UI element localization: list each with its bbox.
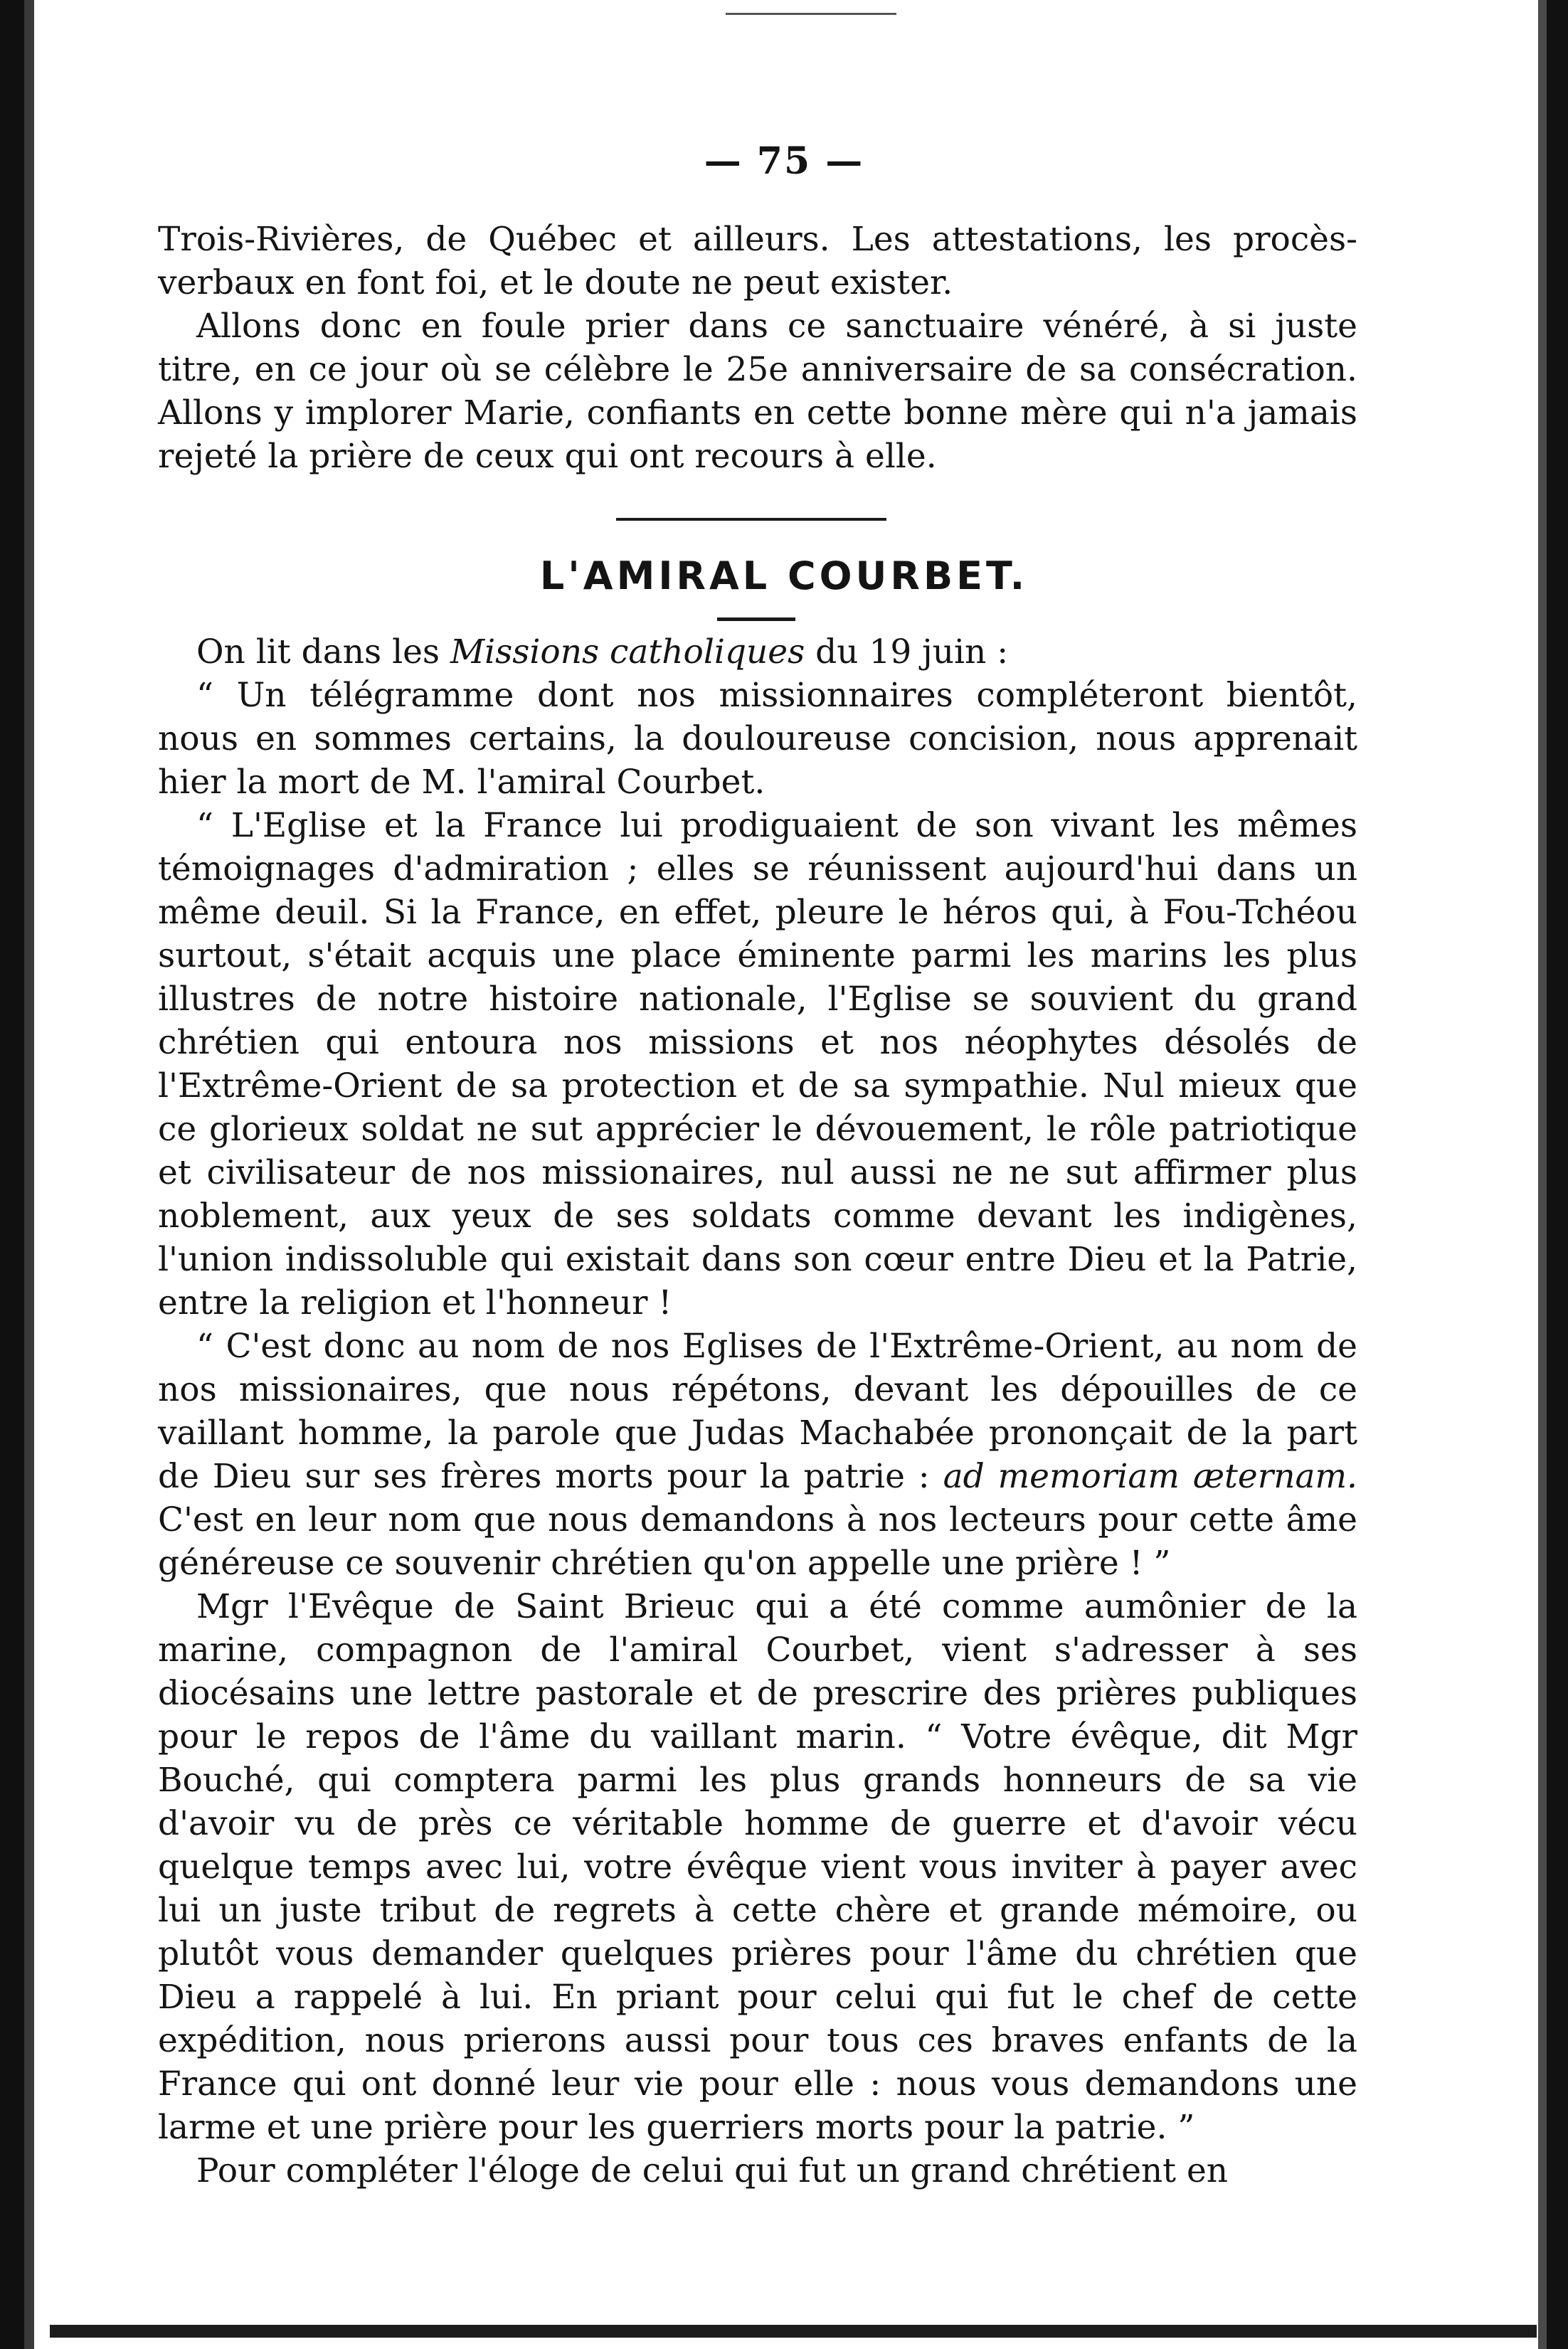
- scan-right-border: [1547, 0, 1568, 2349]
- article-paragraph-3: “ L'Eglise et la France lui prodiguaient de son vivant les mêmes témoignages d'admiration ; elles se réunissent aujourd'hui dans un même deuil. Si la France, en effet, pleure le héros qui, à Fou-Tchéou surtout, s'était acquis une place éminente parmi les marins les plus illustres de notre histoire nationale, l'Eglise se souvient du grand chrétien qui entoura nos missions et nos néophytes désolés de l'Extrême-Orient de sa protection et de sa sympathie. Nul mieux que ce glorieux soldat ne sut apprécier le dévouement, le rôle patriotique et civilisateur de nos missionaires, nul aussi ne ne sut affirmer plus noblement, aux yeux de ses soldats comme devant les indigènes, l'union indissoluble qui existait dans son cœur entre Dieu et la Patrie, entre la religion et l'honneur !: [158, 806, 1357, 1322]
- article-paragraph-5: Mgr l'Evêque de Saint Brieuc qui a été comme aumônier de la marine, compagnon de l'amiral Courbet, vient s'adresser à ses diocésains une lettre pastorale et de prescrire des prières publiques pour le repos de l'âme du vaillant marin. “ Votre évêque, dit Mgr Bouché, qui comptera parmi les plus grands honneurs de sa vie d'avoir vu de près ce véritable homme de guerre et d'avoir vécu quelque temps avec lui, votre évêque vient vous inviter à payer avec lui un juste tribut de regrets à cette chère et grande mémoire, ou plutôt vous demander quelques prières pour l'âme du chrétien que Dieu a rappelé à lui. En priant pour celui qui fut le chef de cette expédition, nous prierons aussi pour tous ces braves enfants de la France qui ont donné leur vie pour elle : nous vous demandons une larme et une prière pour les guerriers morts pour la patrie. ”: [158, 1587, 1357, 2147]
- article-paragraph-4: [158, 1325, 1357, 1585]
- scan-top-mark: [726, 13, 896, 15]
- intro-paragraph-2: Allons donc en foule prier dans ce sanctuaire vénéré, à si juste titre, en ce jour où se célèbre le 25e anniversaire de sa consécration. Allons y implorer Marie, confiants en cette bonne mère qui n'a jamais rejeté la prière de ceux qui ont recours à elle.: [158, 307, 1357, 476]
- scan-bottom-edge: [50, 2325, 1537, 2338]
- page-number: — 75 —: [704, 139, 864, 183]
- latin-phrase: ad memoriam æternam.: [943, 1457, 1357, 1496]
- article-text-block: [158, 630, 1357, 2192]
- section-divider: [616, 518, 886, 521]
- paragraph-1-text-end: du 19 juin :: [805, 632, 1009, 672]
- title-underline: [717, 617, 795, 621]
- scan-left-border-shadow: [24, 0, 34, 2349]
- scan-right-border-shadow: [1538, 0, 1547, 2349]
- publication-title: Missions catholiques: [450, 632, 805, 672]
- paragraph-1-text-start: On lit dans les: [196, 632, 450, 672]
- article-paragraph-6: Pour compléter l'éloge de celui qui fut un grand chrétient en: [196, 2151, 1229, 2190]
- scan-left-border: [0, 0, 24, 2349]
- article-title: L'AMIRAL COURBET.: [539, 553, 1029, 598]
- paragraph-4-text-start: “ C'est donc au nom de nos Eglises de l'Extrême-Orient, au nom de nos missionaires, que nous répétons, devant les dépouilles de ce vaillant homme, la parole que Judas Machabée prononçait de la part de Dieu sur ses frères morts pour la patrie :: [158, 1327, 1357, 1496]
- paragraph-4-text-end: C'est en leur nom que nous demandons à nos lecteurs pour cette âme généreuse ce souvenir chrétien qu'on appelle une prière ! ”: [158, 1500, 1357, 1583]
- intro-text-block: [158, 218, 1357, 478]
- article-paragraph-1: [158, 630, 1357, 674]
- article-paragraph-2: “ Un télégramme dont nos missionnaires compléteront bientôt, nous en sommes certains, la douloureuse concision, nous apprenait hier la mort de M. l'amiral Courbet.: [158, 676, 1357, 802]
- intro-paragraph-1: Trois-Rivières, de Québec et ailleurs. Les attestations, les procès-verbaux en font foi, et le doute ne peut exister.: [158, 220, 1357, 302]
